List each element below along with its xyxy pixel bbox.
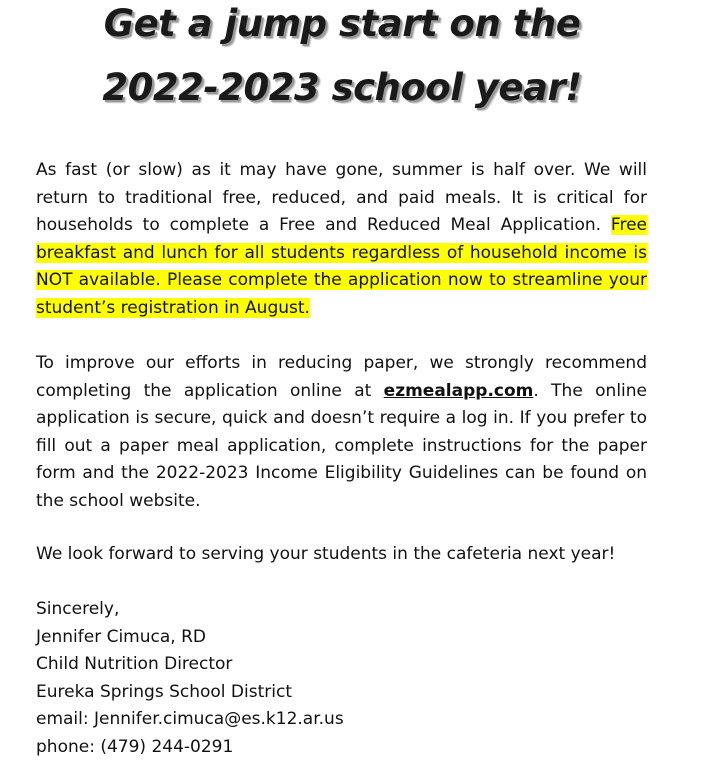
online-text-start: To improve our efforts in reducing paper, we strongly recommend completing the application online at: [36, 353, 647, 401]
signature-email: email: Jennifer.cimuca@es.k12.ar.us: [36, 709, 344, 729]
signature-phone: phone: (479) 244-0291: [36, 736, 234, 757]
ezmealapp-link[interactable]: ezmealapp.com: [383, 380, 534, 401]
online-application-paragraph: [36, 350, 647, 515]
signature-block: [36, 596, 344, 761]
intro-text: As fast (or slow) as it may have gone, summer is half over. We will return to traditional free, reduced, and paid meals. It is critical for households to complete a Free and Reduced Meal Application.: [36, 160, 647, 235]
signature-closing: Sincerely,: [36, 599, 120, 619]
signature-organization: Eureka Springs School District: [36, 681, 292, 702]
intro-paragraph: [36, 157, 647, 322]
signature-role: Child Nutrition Director: [36, 654, 233, 674]
flyer-title-line-1: Get a jump start on the: [103, 2, 581, 45]
highlighted-notice: Free breakfast and lunch for all students regardless of household income is NOT available. Please complete the application now to streamline your student’s registration in August.: [36, 215, 647, 318]
signature-name: Jennifer Cimuca, RD: [36, 626, 206, 647]
closing-paragraph: We look forward to serving your students in the cafeteria next year!: [36, 544, 616, 564]
online-text-end: . The online application is secure, quick and doesn’t require a log in. If you prefer to fill out a paper meal application, complete instructions for the paper form and the 2022-2023 Income Eligibility Guidelines can be found on the school website.: [36, 380, 647, 511]
flyer-title-line-2: 2022-2023 school year!: [102, 66, 582, 109]
